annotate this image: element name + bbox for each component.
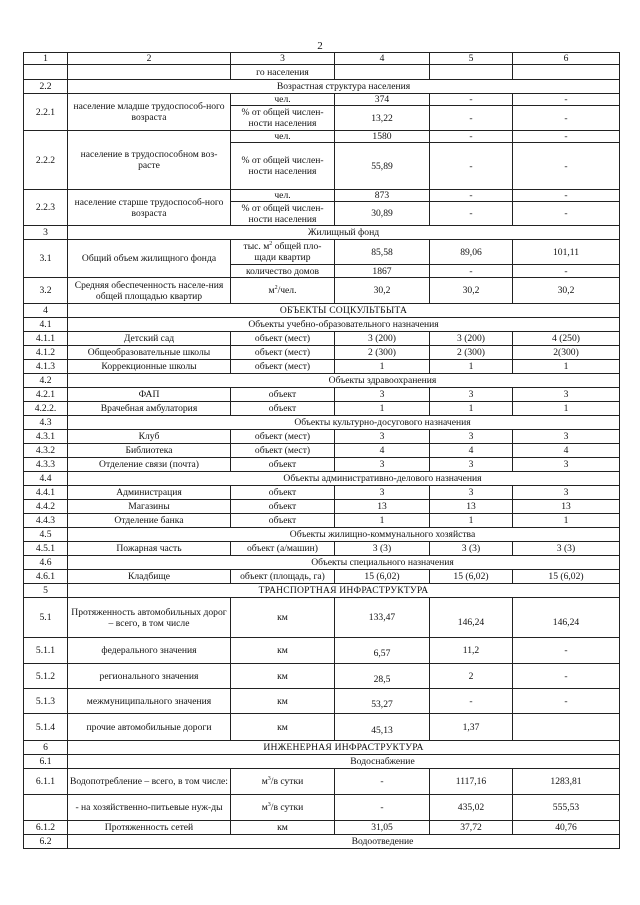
cell-value: 13: [513, 500, 620, 514]
row-name: Детский сад: [68, 332, 231, 346]
cell-value: 1: [513, 402, 620, 416]
cell-value: 1: [430, 402, 513, 416]
cell-value: 13: [335, 500, 430, 514]
data-table: [23, 52, 620, 849]
table-row: [24, 664, 620, 689]
row-name: ФАП: [68, 388, 231, 402]
cell-value: 873: [335, 190, 430, 202]
row-number: 5.1.2: [24, 664, 68, 689]
section-title: Объекты жилищно-коммунального хозяйства: [68, 528, 620, 542]
row-number: 4.6: [24, 556, 68, 570]
cell-value: 11,2: [430, 638, 513, 664]
cell-value: 31,05: [335, 821, 430, 835]
table-row: [24, 346, 620, 360]
cell-unit: % от общей числен-ности населения: [231, 106, 335, 131]
cell-value: -: [430, 689, 513, 714]
row-number: 4.4.3: [24, 514, 68, 528]
table-row: [24, 795, 620, 821]
cell-value: -: [335, 795, 430, 821]
row-number: [24, 795, 68, 821]
cell-value: 101,11: [513, 240, 620, 265]
cell-value: -: [513, 689, 620, 714]
cell-unit: км: [231, 598, 335, 638]
cell-value: -: [513, 190, 620, 202]
cell-unit: % от общей числен-ности населения: [231, 143, 335, 190]
section-title: Водоотведение: [68, 835, 620, 849]
cell-value: 3: [430, 388, 513, 402]
cell-value: 15 (6,02): [335, 570, 430, 584]
section-title: Объекты здравоохранения: [68, 374, 620, 388]
table-row: [24, 402, 620, 416]
cell-unit: тыс. $м^2$ общей пло-щади квартир: [231, 240, 335, 265]
table-row: [24, 514, 620, 528]
cell-unit: чел.: [231, 190, 335, 202]
section-title: Жилищный фонд: [68, 226, 620, 240]
table-row: [24, 769, 620, 795]
cell-value: 435,02: [430, 795, 513, 821]
cell-value: 3: [335, 486, 430, 500]
row-number: 2.2: [24, 80, 68, 94]
cell-unit: объект: [231, 486, 335, 500]
row-name: Отделение банка: [68, 514, 231, 528]
cell-value: -: [513, 94, 620, 106]
cell-unit: км: [231, 821, 335, 835]
cell-value: 1: [513, 514, 620, 528]
row-number: 6.2: [24, 835, 68, 849]
cell-value: 3: [513, 430, 620, 444]
cell-unit: $м^3/в$ сутки: [231, 769, 335, 795]
table-row: [24, 598, 620, 638]
cell-value: 45,13: [335, 714, 430, 741]
row-name: Водопотребление – всего, в том числе:: [68, 769, 231, 795]
table-row: [24, 500, 620, 514]
cell-unit: чел.: [231, 94, 335, 106]
row-number: 4.5.1: [24, 542, 68, 556]
row-number: 2.2.2: [24, 131, 68, 190]
cell-value: 55,89: [335, 143, 430, 190]
cell-value: 30,89: [335, 202, 430, 226]
section-title: Объекты административно-делового назначения: [68, 472, 620, 486]
cell-value: -: [430, 190, 513, 202]
section-row: [24, 472, 620, 486]
row-number: 5.1.3: [24, 689, 68, 714]
section-title: ИНЖЕНЕРНАЯ ИНФРАСТРУКТУРА: [68, 741, 620, 755]
row-number: 4.2.1: [24, 388, 68, 402]
section-row: [24, 80, 620, 94]
cell-value: 146,24: [430, 598, 513, 638]
cell-value: 89,06: [430, 240, 513, 265]
table-row: [24, 689, 620, 714]
cell-value: 3: [430, 486, 513, 500]
row-number: 5.1: [24, 598, 68, 638]
section-title: Возрастная структура населения: [68, 80, 620, 94]
cell-unit: объект (а/машин): [231, 542, 335, 556]
cell-value: 85,58: [335, 240, 430, 265]
row-name: Клуб: [68, 430, 231, 444]
cell-value: 3: [335, 430, 430, 444]
section-row: [24, 374, 620, 388]
row-number: 2.2.1: [24, 94, 68, 131]
col-header: 5: [430, 53, 513, 65]
cell-value: 1: [335, 402, 430, 416]
cell-value: 1,37: [430, 714, 513, 741]
cell-unit: объект: [231, 500, 335, 514]
section-title: ТРАНСПОРТНАЯ ИНФРАСТРУКТУРА: [68, 584, 620, 598]
row-number: 4.1.1: [24, 332, 68, 346]
section-row: [24, 755, 620, 769]
col-header: 6: [513, 53, 620, 65]
col-header: 4: [335, 53, 430, 65]
cell-value: 37,72: [430, 821, 513, 835]
row-name: население младше трудоспособ-ного возраста: [68, 94, 231, 131]
row-number: 3.2: [24, 278, 68, 304]
cell-value: -: [513, 664, 620, 689]
cell-unit: объект (мест): [231, 332, 335, 346]
cell-value: 6,57: [335, 638, 430, 664]
row-name: - на хозяйственно-питьевые нуж-ды: [68, 795, 231, 821]
cell-value: [513, 714, 620, 741]
section-row: [24, 528, 620, 542]
row-number: 4.2.2.: [24, 402, 68, 416]
cell-unit: % от общей числен-ности населения: [231, 202, 335, 226]
row-number: 5.1.1: [24, 638, 68, 664]
page-number: 2: [317, 40, 323, 52]
section-title: Объекты учебно-образовательного назначения: [68, 318, 620, 332]
cell-value: 2: [430, 664, 513, 689]
table-row: [24, 570, 620, 584]
cell-value: 30,2: [430, 278, 513, 304]
col-header: 3: [231, 53, 335, 65]
cell-value: 3: [430, 458, 513, 472]
row-name: федерального значения: [68, 638, 231, 664]
cell-value: 3 (3): [335, 542, 430, 556]
section-title: Водоснабжение: [68, 755, 620, 769]
row-number: 4.5: [24, 528, 68, 542]
row-name: Пожарная часть: [68, 542, 231, 556]
cell-value: 3: [513, 388, 620, 402]
cell-unit: $м^3/в$ сутки: [231, 795, 335, 821]
cell-value: 3 (200): [430, 332, 513, 346]
cell-value: -: [513, 265, 620, 278]
table-row: [24, 131, 620, 143]
row-name: прочие автомобильные дороги: [68, 714, 231, 741]
cell-value: 2(300): [513, 346, 620, 360]
table-row: [24, 278, 620, 304]
row-name: население в трудоспособном воз-расте: [68, 131, 231, 190]
table-row: [24, 821, 620, 835]
table-row: [24, 430, 620, 444]
cell-unit: $м^2$/чел.: [231, 278, 335, 304]
cell-value: -: [513, 638, 620, 664]
cell-value: 133,47: [335, 598, 430, 638]
row-number: 4.3.2: [24, 444, 68, 458]
table-row: [24, 542, 620, 556]
row-number: 4.1: [24, 318, 68, 332]
cell-value: 1283,81: [513, 769, 620, 795]
row-number: 3.1: [24, 240, 68, 278]
cell-unit: объект: [231, 514, 335, 528]
cell-value: 4: [335, 444, 430, 458]
cell-value: 2 (300): [430, 346, 513, 360]
cell-value: -: [430, 106, 513, 131]
row-name: Кладбище: [68, 570, 231, 584]
cell-unit: объект (мест): [231, 346, 335, 360]
cell-value: 53,27: [335, 689, 430, 714]
column-number-row: [24, 53, 620, 65]
cell-value: -: [513, 106, 620, 131]
cell-value: 13: [430, 500, 513, 514]
cell-value: -: [335, 769, 430, 795]
row-name: Общеобразовательные школы: [68, 346, 231, 360]
table-row: [24, 638, 620, 664]
col-header: 1: [24, 53, 68, 65]
cell-unit: объект: [231, 402, 335, 416]
col-header: 2: [68, 53, 231, 65]
row-number: 4.4.1: [24, 486, 68, 500]
row-name: межмуниципального значения: [68, 689, 231, 714]
cell-value: -: [430, 265, 513, 278]
cell-value: 4: [430, 444, 513, 458]
row-name: регионального значения: [68, 664, 231, 689]
cell-value: 1580: [335, 131, 430, 143]
section-row: [24, 556, 620, 570]
cell-value: 28,5: [335, 664, 430, 689]
cell-value: 3: [430, 430, 513, 444]
cell-unit: чел.: [231, 131, 335, 143]
row-name: население старше трудоспособ-ного возраста: [68, 190, 231, 226]
section-row: [24, 741, 620, 755]
cell-value: -: [513, 202, 620, 226]
cell-value: -: [430, 131, 513, 143]
table-row: [24, 94, 620, 106]
cell-value: 4: [513, 444, 620, 458]
cell-value: 1117,16: [430, 769, 513, 795]
cell-value: -: [430, 94, 513, 106]
row-number: 4.6.1: [24, 570, 68, 584]
table-row: [24, 486, 620, 500]
cell-value: 3 (3): [513, 542, 620, 556]
section-row: [24, 226, 620, 240]
cell-unit: объект (мест): [231, 430, 335, 444]
row-name: Библиотека: [68, 444, 231, 458]
section-title: ОБЪЕКТЫ СОЦКУЛЬТБЫТА: [68, 304, 620, 318]
row-name: Магазины: [68, 500, 231, 514]
row-name: Коррекционные школы: [68, 360, 231, 374]
table-row: [24, 458, 620, 472]
section-row: [24, 584, 620, 598]
row-number: 6.1.1: [24, 769, 68, 795]
row-name: Отделение связи (почта): [68, 458, 231, 472]
cell-unit: объект: [231, 458, 335, 472]
cell-value: 1: [335, 360, 430, 374]
cell-unit: го населения: [231, 65, 335, 80]
cell-value: -: [513, 131, 620, 143]
cell-unit: объект (мест): [231, 360, 335, 374]
table-row: [24, 714, 620, 741]
row-number: 4: [24, 304, 68, 318]
cell-value: 1867: [335, 265, 430, 278]
cell-value: 374: [335, 94, 430, 106]
section-row: [24, 835, 620, 849]
cell-value: 15 (6,02): [513, 570, 620, 584]
row-number: 4.3.1: [24, 430, 68, 444]
table-row: [24, 190, 620, 202]
row-number: 4.4: [24, 472, 68, 486]
cell-value: 13,22: [335, 106, 430, 131]
row-number: 4.3.3: [24, 458, 68, 472]
cell-value: 30,2: [513, 278, 620, 304]
cell-value: 15 (6,02): [430, 570, 513, 584]
cell-value: 1: [430, 514, 513, 528]
cell-unit: км: [231, 664, 335, 689]
row-name: Средняя обеспеченность населе-ния общей площадью квартир: [68, 278, 231, 304]
section-title: Объекты специального назначения: [68, 556, 620, 570]
row-name: Администрация: [68, 486, 231, 500]
row-number: 4.1.3: [24, 360, 68, 374]
cell-value: 30,2: [335, 278, 430, 304]
cell-unit: км: [231, 714, 335, 741]
row-number: 4.1.2: [24, 346, 68, 360]
cell-value: 3 (200): [335, 332, 430, 346]
cell-value: 4 (250): [513, 332, 620, 346]
cell-value: 146,24: [513, 598, 620, 638]
cell-unit: количество домов: [231, 265, 335, 278]
cell-value: -: [513, 143, 620, 190]
table-row: [24, 360, 620, 374]
cell-unit: объект (площадь, га): [231, 570, 335, 584]
row-number: 4.3: [24, 416, 68, 430]
row-number: 6: [24, 741, 68, 755]
table-row: [24, 65, 620, 80]
row-number: 5: [24, 584, 68, 598]
row-number: 6.1.2: [24, 821, 68, 835]
cell-value: 1: [513, 360, 620, 374]
cell-unit: объект: [231, 388, 335, 402]
cell-value: 2 (300): [335, 346, 430, 360]
cell-value: 1: [430, 360, 513, 374]
cell-value: -: [430, 202, 513, 226]
cell-unit: км: [231, 638, 335, 664]
section-row: [24, 304, 620, 318]
row-number: 3: [24, 226, 68, 240]
row-name: Врачебная амбулатория: [68, 402, 231, 416]
row-number: 4.4.2: [24, 500, 68, 514]
table-row: [24, 332, 620, 346]
row-name: Протяженность автомобильных дорог – всего, в том числе: [68, 598, 231, 638]
cell-value: 3 (3): [430, 542, 513, 556]
cell-value: -: [430, 143, 513, 190]
cell-value: 555,53: [513, 795, 620, 821]
row-name: Протяженность сетей: [68, 821, 231, 835]
row-name: Общий объем жилищного фонда: [68, 240, 231, 278]
table-row: [24, 444, 620, 458]
table-row: [24, 240, 620, 265]
cell-unit: объект (мест): [231, 444, 335, 458]
cell-value: 1: [335, 514, 430, 528]
section-title: Объекты культурно-досугового назначения: [68, 416, 620, 430]
cell-value: 3: [335, 388, 430, 402]
section-row: [24, 318, 620, 332]
row-number: 2.2.3: [24, 190, 68, 226]
row-number: 5.1.4: [24, 714, 68, 741]
cell-value: 40,76: [513, 821, 620, 835]
cell-value: 3: [335, 458, 430, 472]
cell-unit: км: [231, 689, 335, 714]
table-row: [24, 388, 620, 402]
section-row: [24, 416, 620, 430]
row-number: 6.1: [24, 755, 68, 769]
row-number: 4.2: [24, 374, 68, 388]
cell-value: 3: [513, 486, 620, 500]
cell-value: 3: [513, 458, 620, 472]
